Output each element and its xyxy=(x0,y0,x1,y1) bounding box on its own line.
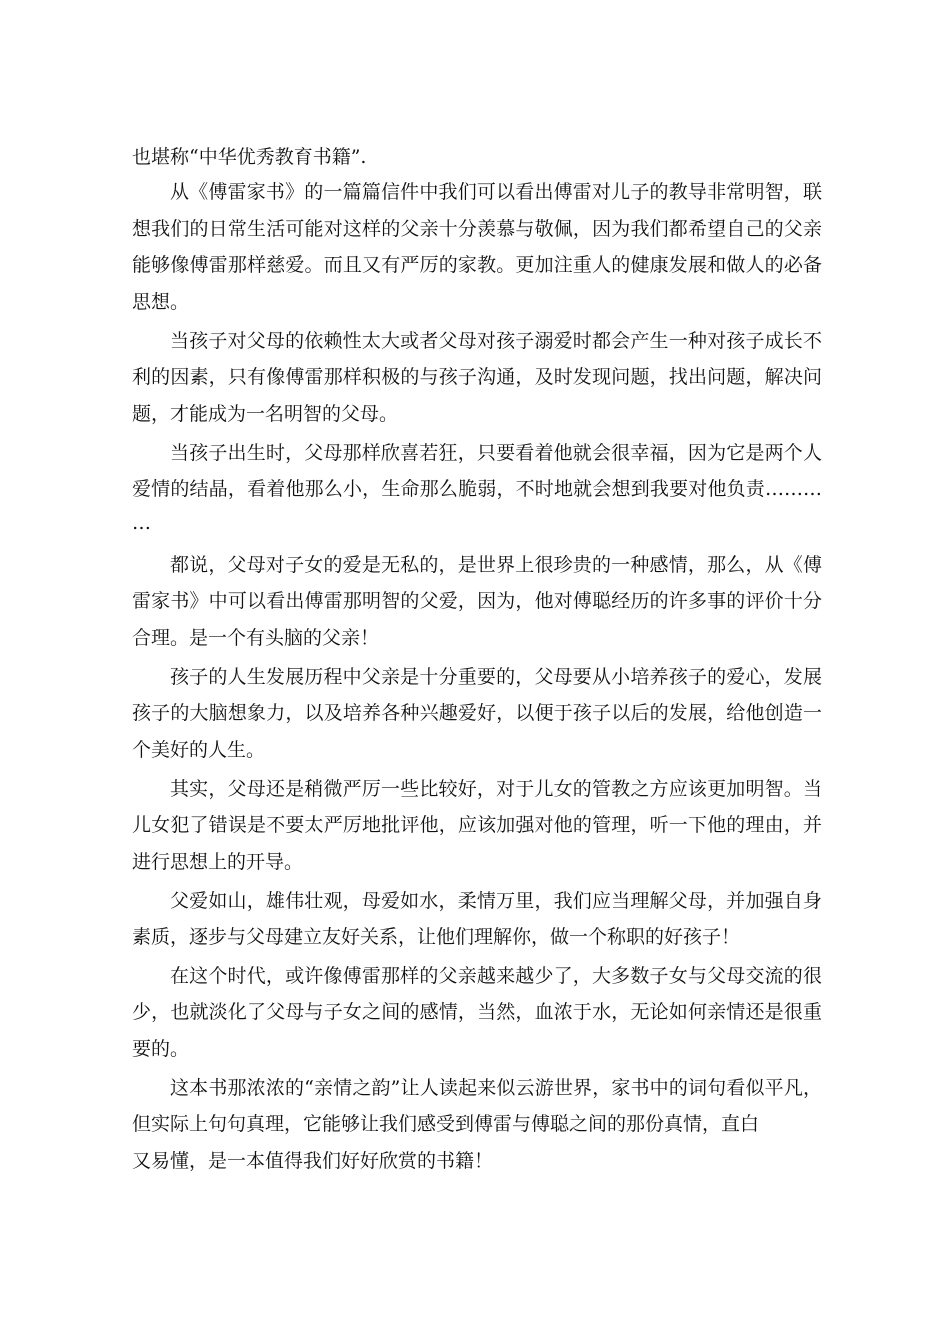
text-line: 又易懂，是一本值得我们好好欣赏的书籍！ xyxy=(132,1150,494,1172)
text-line: 少，也就淡化了父母与子女之间的感情，当然，血浓于水，无论如何亲情还是很重 xyxy=(132,1001,822,1023)
text-line: 思想。 xyxy=(132,291,190,313)
text-line: 想我们的日常生活可能对这样的父亲十分羡慕与敬佩，因为我们都希望自己的父亲 xyxy=(132,218,822,240)
text-line: 从《傅雷家书》的一篇篇信件中我们可以看出傅雷对儿子的教导非常明智，联 xyxy=(170,181,822,203)
text-line: 父爱如山，雄伟壮观，母爱如水，柔情万里，我们应当理解父母，并加强自身 xyxy=(170,890,822,912)
text-line: 爱情的结晶，看着他那么小，生命那么脆弱，不时地就会想到我要对他负责……… xyxy=(132,478,822,500)
text-line: 利的因素，只有像傅雷那样积极的与孩子沟通，及时发现问题，找出问题，解决问 xyxy=(132,366,822,388)
text-line: 进行思想上的开导。 xyxy=(132,851,304,873)
text-line: 个美好的人生。 xyxy=(132,739,266,761)
text-line: 合理。是一个有头脑的父亲！ xyxy=(132,627,380,649)
text-line: 其实，父母还是稍微严厉一些比较好，对于儿女的管教之方应该更加明智。当 xyxy=(170,778,822,800)
text-line: 当孩子对父母的依赖性太大或者父母对孩子溺爱时都会产生一种对孩子成长不 xyxy=(170,330,822,352)
text-line: 要的。 xyxy=(132,1038,190,1060)
text-line: 能够像傅雷那样慈爱。而且又有严厉的家教。更加注重人的健康发展和做人的必备 xyxy=(132,254,822,276)
text-line: 在这个时代，或许像傅雷那样的父亲越来越少了，大多数子女与父母交流的很 xyxy=(170,965,822,987)
text-line: 雷家书》中可以看出傅雷那明智的父爱，因为，他对傅聪经历的许多事的评价十分 xyxy=(132,590,822,612)
text-line: 都说，父母对子女的爱是无私的，是世界上很珍贵的一种感情，那么，从《傅 xyxy=(170,554,822,576)
text-line: 也堪称“中华优秀教育书籍”. xyxy=(132,146,367,168)
text-line: 孩子的人生发展历程中父亲是十分重要的，父母要从小培养孩子的爱心，发展 xyxy=(170,666,822,688)
text-line: 题，才能成为一名明智的父母。 xyxy=(132,403,399,425)
text-line: 当孩子出生时，父母那样欣喜若狂，只要看着他就会很幸福，因为它是两个人 xyxy=(170,442,822,464)
text-line: 儿女犯了错误是不要太严厉地批评他，应该加强对他的管理，听一下他的理由，并 xyxy=(132,814,822,836)
text-line: 孩子的大脑想象力，以及培养各种兴趣爱好，以便于孩子以后的发展，给他创造一 xyxy=(132,702,822,724)
text-line: 素质，逐步与父母建立友好关系，让他们理解你，做一个称职的好孩子！ xyxy=(132,926,741,948)
text-line: 但实际上句句真理，它能够让我们感受到傅雷与傅聪之间的那份真情，直白 xyxy=(132,1113,760,1135)
text-line: 这本书那浓浓的“亲情之韵”让人读起来似云游世界，家书中的词句看似平凡， xyxy=(170,1077,822,1099)
text-line: … xyxy=(132,512,151,534)
